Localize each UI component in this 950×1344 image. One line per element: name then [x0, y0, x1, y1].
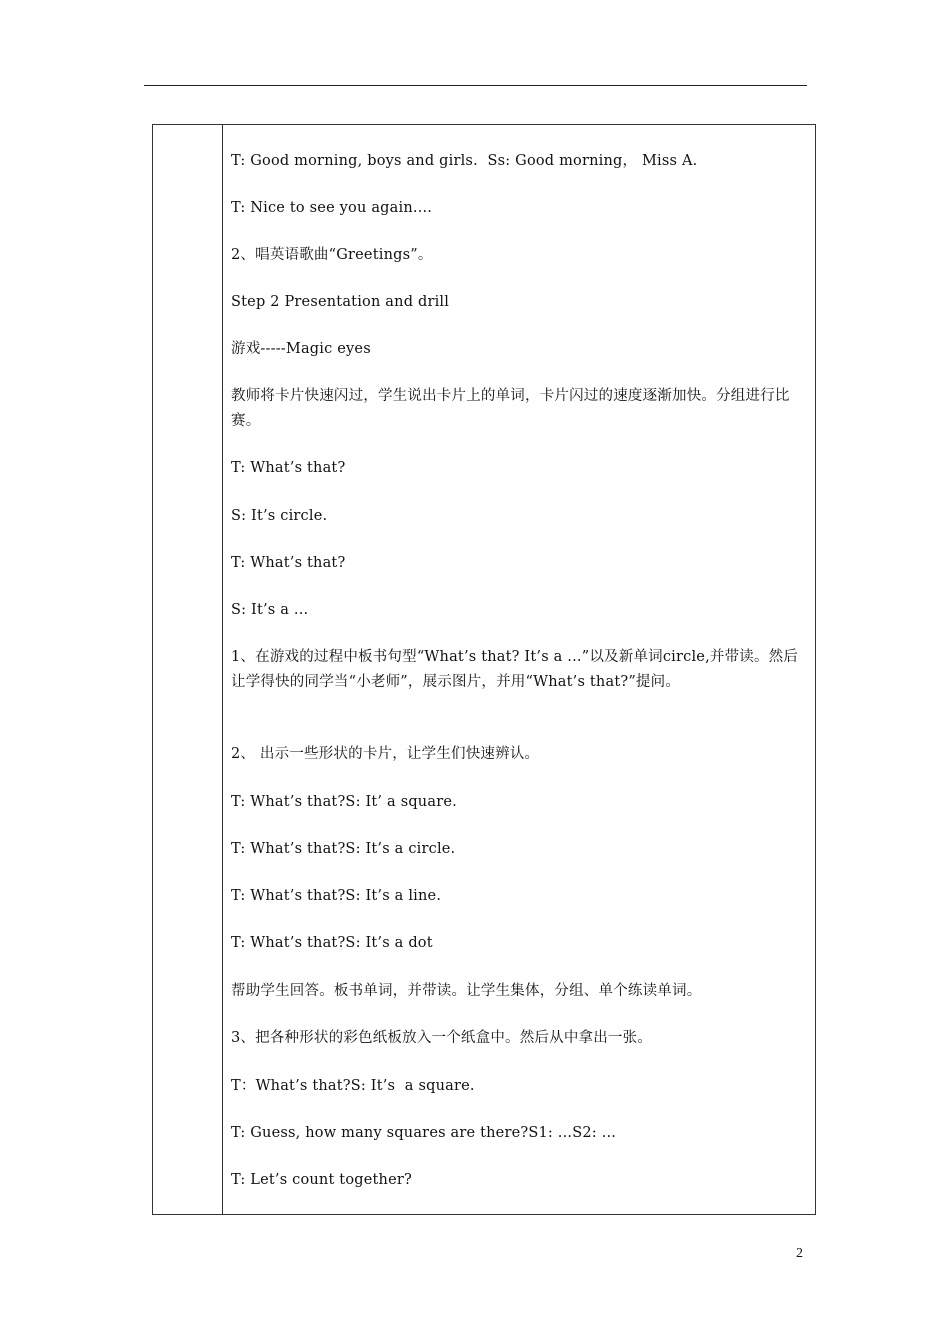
text-line: T: What’s that? — [231, 460, 346, 476]
text-line: 游戏-----Magic eyes — [231, 341, 371, 357]
text-line: T: Guess, how many squares are there?S1: ...S2: ... — [231, 1125, 617, 1141]
text-line: S: It’s a ... — [231, 602, 309, 618]
text-line: 2、 出示一些形状的卡片，让学生们快速辨认。 — [231, 746, 540, 762]
text-paragraph: 教师将卡片快速闪过，学生说出卡片上的单词，卡片闪过的速度逐渐加快。分组进行比赛。 — [231, 388, 790, 429]
text-line: T: What’s that? — [231, 555, 346, 571]
text-line: 2、唱英语歌曲“Greetings”。 — [231, 247, 433, 263]
text-line: T: What’s that?S: It’s a line. — [231, 888, 442, 904]
text-line: S: It’s circle. — [231, 508, 328, 524]
header-rule — [144, 85, 807, 86]
text-line: T: What’s that?S: It’s a dot — [231, 935, 433, 951]
text-line: T: What’s that?S: It’ a square. — [231, 794, 457, 810]
table-left-column — [153, 125, 223, 1214]
text-line: T: Let’s count together? — [231, 1172, 412, 1188]
text-line: T: Good morning, boys and girls. Ss: Good morning， Miss A. — [231, 153, 698, 169]
table-content-column — [231, 125, 809, 1214]
text-line: Step 2 Presentation and drill — [231, 294, 450, 310]
text-paragraph: 1、在游戏的过程中板书句型“What’s that? It’s a ...”以及新单词circle,并带读。然后让学得快的同学当“小老师”，展示图片，并用“What’s that?”提问。 — [231, 649, 799, 690]
text-line: 帮助学生回答。板书单词，并带读。让学生集体，分组、单个练读单词。 — [231, 983, 702, 999]
text-line: 3、把各种形状的彩色纸板放入一个纸盒中。然后从中拿出一张。 — [231, 1030, 653, 1046]
text-line: T：What’s that?S: It’s a square. — [231, 1078, 475, 1094]
text-line: T: What’s that?S: It’s a circle. — [231, 841, 456, 857]
page-number: 2 — [796, 1246, 803, 1261]
text-line: T: Nice to see you again.... — [231, 200, 433, 216]
lesson-table — [152, 124, 816, 1215]
